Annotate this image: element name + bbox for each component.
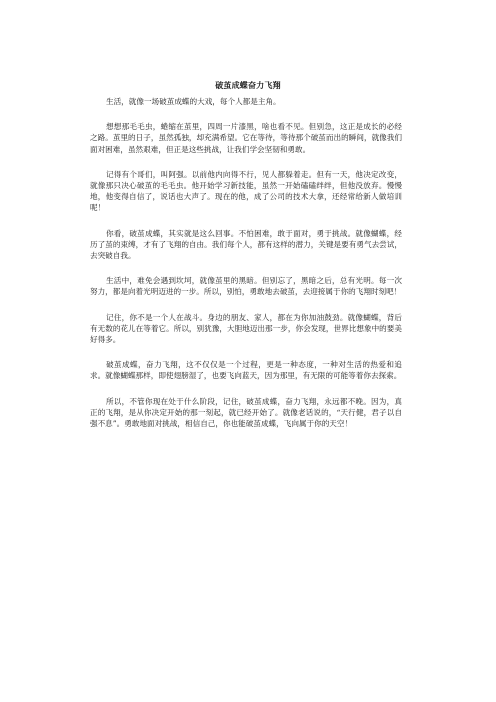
- paragraph-caterpillar: 想想那毛毛虫，蜷缩在茧里，四周一片漆黑，啥也看不见。但别急，这正是成长的必经之路。茧里的日子，虽然孤独，却充满希望。它在等待，等待那个破茧而出的瞬间，就像我们面对困难，虽然艰难，但正是这些挑战，让我们学会坚韧和勇敢。: [90, 122, 402, 154]
- paragraph-aqiang-story: 记得有个哥们，叫阿强。以前他内向得不行，见人都躲着走。但有一天，他决定改变，就像那只决心破茧的毛毛虫。他开始学习新技能，虽然一开始磕磕绊绊，但他没放弃。慢慢地，他变得自信了，说话也大声了。现在的他，成了公司的技术大拿，还经常给新人做培训呢！: [90, 169, 402, 213]
- paragraph-intro: 生活，就像一场破茧成蝶的大戏，每个人都是主角。: [106, 97, 281, 106]
- paragraph-attitude: 破茧成蝶，奋力飞翔，这不仅仅是一个过程，更是一种态度，一种对生活的热爱和追求。就像蝴蝶那样，即使翅膀湿了，也要飞向蓝天，因为那里，有无限的可能等着你去探索。: [90, 360, 402, 381]
- paragraph-conclusion: 所以，不管你现在处于什么阶段，记住，破茧成蝶，奋力飞翔，永远都不晚。因为，真正的飞翔，是从你决定开始的那一刻起，就已经开始了。就像老话说的，“天行健，君子以自强不息”。勇敢地面对挑战，相信自己，你也能破茧成蝶，飞向属于你的天空！: [90, 396, 402, 429]
- paragraph-butterfly-potential: 你看，破茧成蝶，其实就是这么回事。不怕困难，敢于面对，勇于挑战。就像蝴蝶，经历了茧的束缚，才有了飞翔的自由。我们每个人，都有这样的潜力，关键是要有勇气去尝试，去突破自我。: [90, 228, 402, 261]
- document-body: [90, 96, 402, 443]
- paragraph-not-alone: 记住，你不是一个人在战斗。身边的朋友、家人，都在为你加油鼓劲。就像蝴蝶，背后有无数的花儿在等着它。所以，别犹豫，大胆地迈出那一步，你会发现，世界比想象中的要美好得多。: [90, 312, 402, 345]
- document-title: 破茧成蝶奋力飞翔: [215, 80, 281, 90]
- paragraph-darkness-light: 生活中，难免会遇到坎坷，就像茧里的黑暗。但别忘了，黑暗之后，总有光明。每一次努力，都是向着光明迈进的一步。所以，别怕，勇敢地去破茧，去迎接属于你的飞翔时刻吧！: [90, 276, 402, 297]
